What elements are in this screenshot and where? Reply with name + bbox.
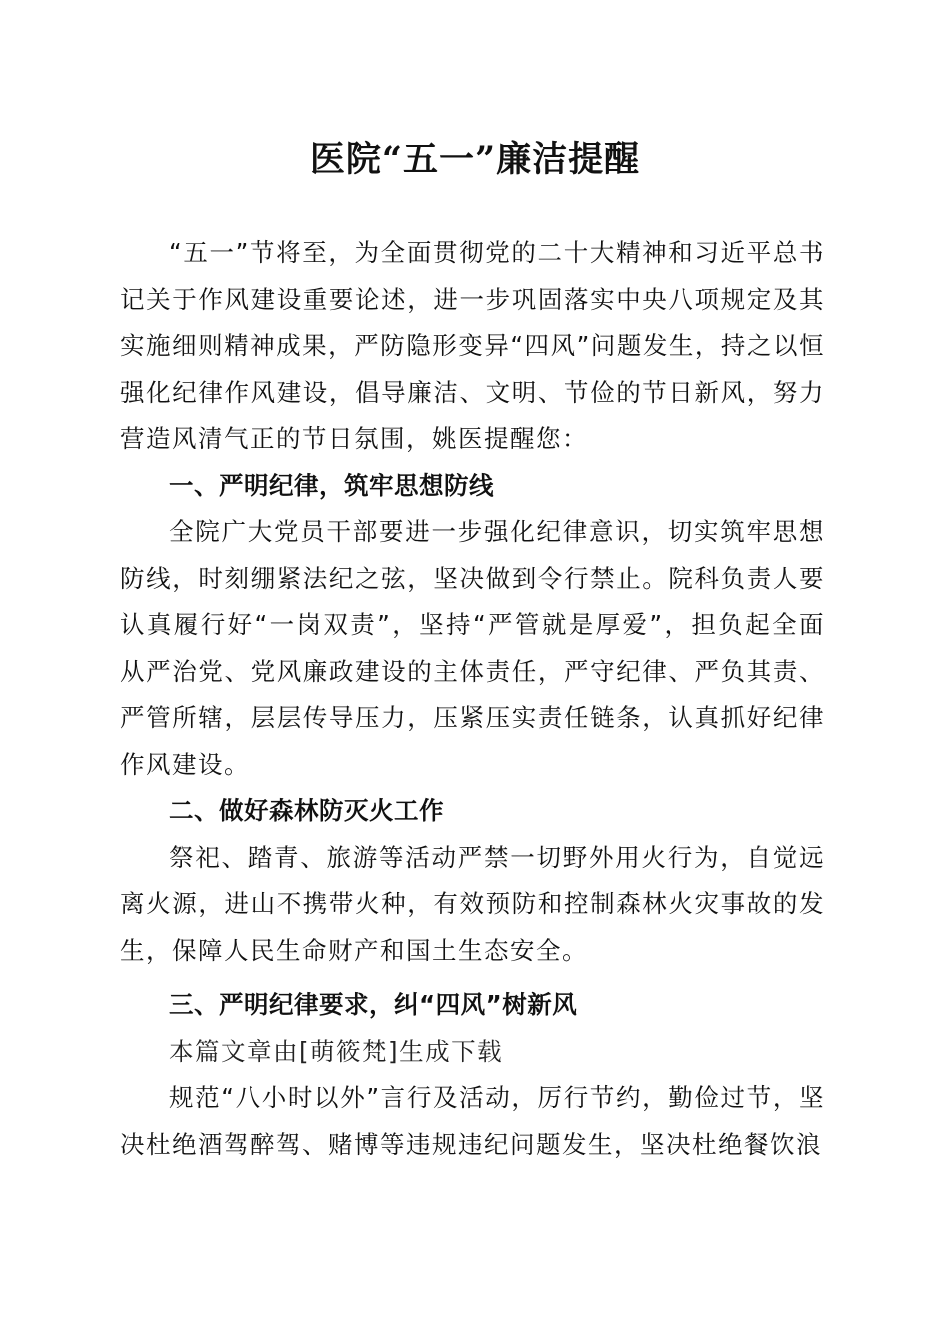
intro-paragraph: “五一”节将至，为全面贯彻党的二十大精神和习近平总书记关于作风建设重要论述，进一步巩固落实中央八项规定及其实施细则精神成果，严防隐形变异“四风”问题发生，持之以恒强化纪律作风建设，倡导廉洁、文明、节俭的节日新风，努力营造风清气正的节日氛围，姚医提醒您：	[120, 238, 825, 453]
source-note: 本篇文章由[萌筱梵]生成下载	[169, 1036, 504, 1066]
section-2-heading: 二、做好森林防灭火工作	[169, 796, 444, 825]
section-1-heading: 一、严明纪律，筑牢思想防线	[169, 470, 494, 500]
section-3-paragraph: 规范“八小时以外”言行及活动，厉行节约，勤俭过节，坚决杜绝酒驾醉驾、赌博等违规违纪问题发生，坚决杜绝餐饮浪	[120, 1083, 825, 1159]
document-body	[120, 230, 825, 1168]
section-3-heading: 三、严明纪律要求，纠“四风”树新风	[169, 990, 578, 1019]
document-title: 医院“五一”廉洁提醒	[309, 139, 641, 180]
section-1-paragraph: 全院广大党员干部要进一步强化纪律意识，切实筑牢思想防线，时刻绷紧法纪之弦，坚决做到令行禁止。院科负责人要认真履行好“一岗双责”，坚持“严管就是厚爱”，担负起全面从严治党、党风廉政建设的主体责任，严守纪律、严负其责、严管所辖，层层传导压力，压紧压实责任链条，认真抓好纪律作风建设。	[120, 517, 825, 779]
section-2-paragraph: 祭祀、踏青、旅游等活动严禁一切野外用火行为，自觉远离火源，进山不携带火种，有效预防和控制森林火灾事故的发生，保障人民生命财产和国土生态安全。	[120, 842, 825, 965]
